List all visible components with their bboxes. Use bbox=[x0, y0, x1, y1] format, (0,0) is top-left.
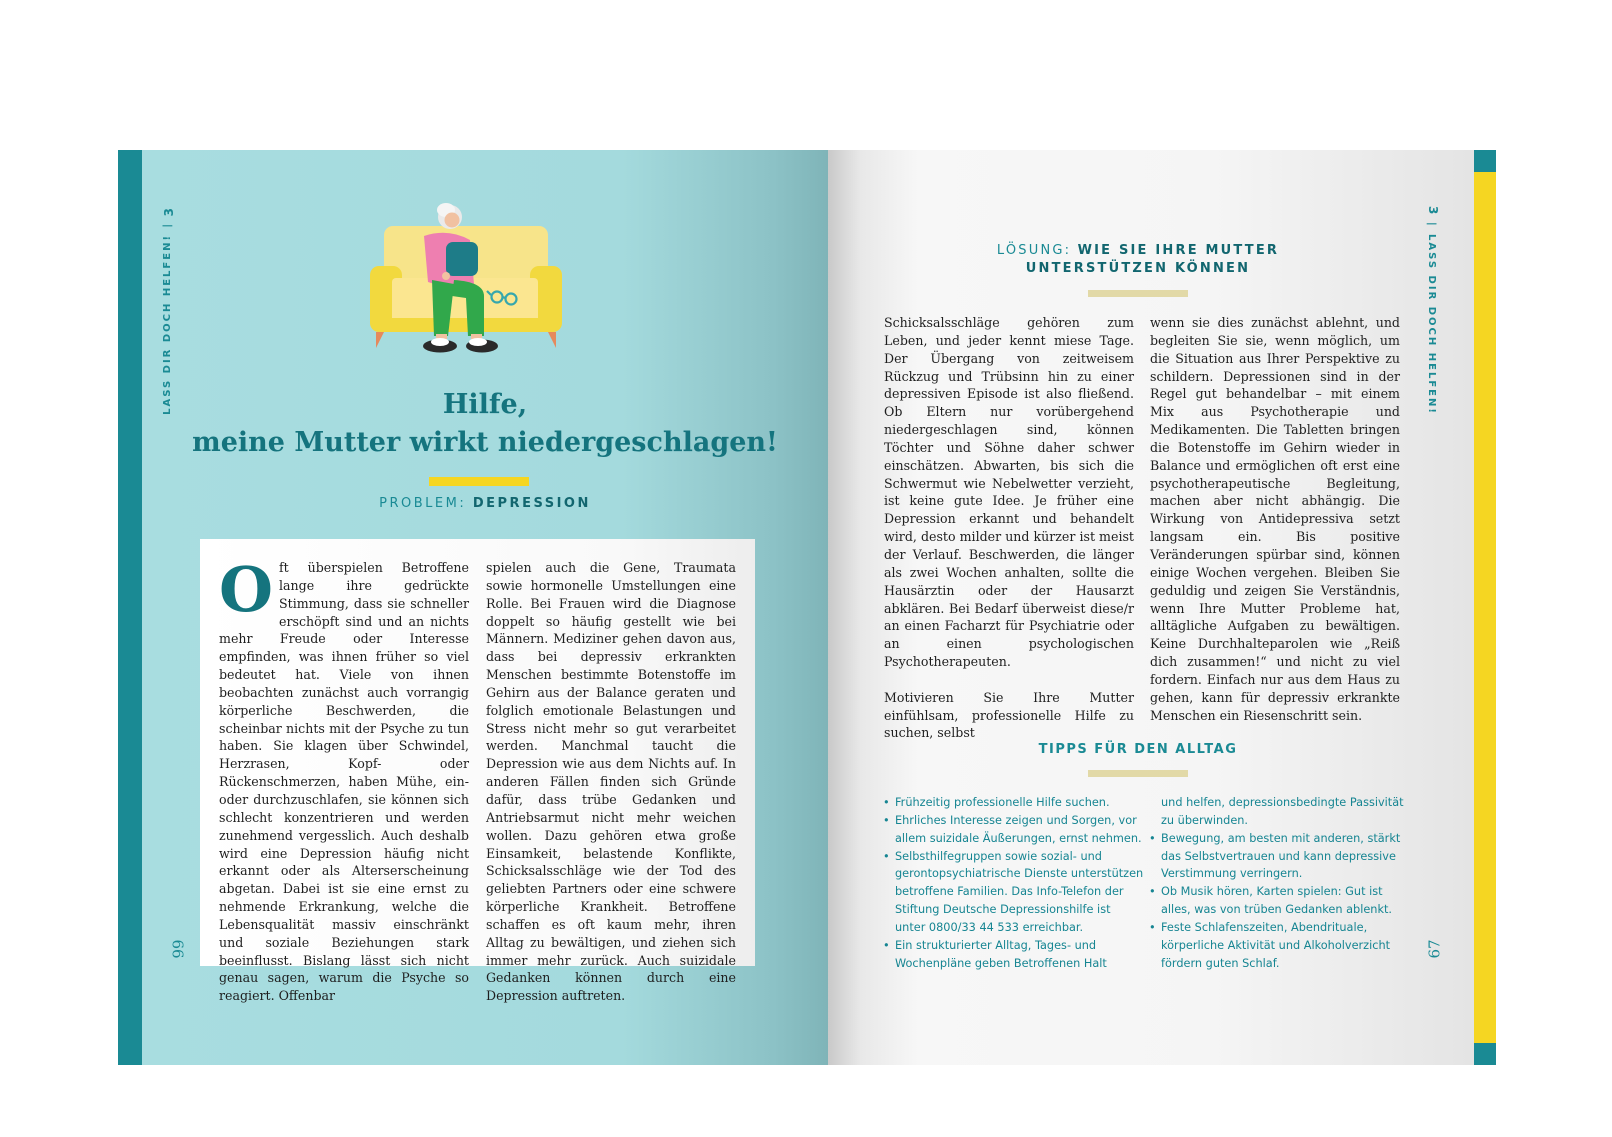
drop-cap: O bbox=[219, 553, 274, 626]
page-number-left: 66 bbox=[168, 939, 187, 959]
right-running-head bbox=[1426, 206, 1450, 418]
solution-paragraph-2: Motivieren Sie Ihre Mutter einfühlsam, professionelle Hilfe zu suchen, selbst bbox=[884, 689, 1134, 741]
solution-column-1 bbox=[884, 314, 1134, 742]
solution-label-line-2: UNTERSTÜTZEN KÖNNEN bbox=[1025, 261, 1251, 276]
left-page bbox=[142, 150, 828, 1065]
woman-on-sofa-illustration bbox=[362, 200, 592, 365]
headline-line-2: meine Mutter wirkt niedergeschlagen! bbox=[192, 427, 778, 458]
solution-label-line-1: WIE SIE IHRE MUTTER bbox=[1077, 243, 1280, 258]
problem-column-1 bbox=[219, 553, 469, 1005]
headline-underline-bar bbox=[429, 477, 529, 486]
tip-item-continuation: und helfen, depressionsbedingte Passivität zu überwinden. bbox=[1161, 796, 1404, 827]
tip-item: • Ein strukturierter Alltag, Tages- und Wochenpläne geben Betroffenen Halt bbox=[882, 937, 1144, 973]
tip-item: • Ob Musik hören, Karten spielen: Gut ist alles, was von trüben Gedanken ablenkt. bbox=[1148, 883, 1410, 919]
right-cover-edge bbox=[1474, 150, 1496, 1065]
running-head-separator: | bbox=[162, 222, 173, 229]
left-cover-edge bbox=[118, 150, 142, 1065]
right-edge-cap-bottom bbox=[1474, 1043, 1496, 1065]
problem-label-prefix: PROBLEM: bbox=[379, 496, 473, 511]
right-edge-cap-top bbox=[1474, 150, 1496, 172]
problem-text-box bbox=[200, 539, 755, 1004]
solution-label bbox=[918, 242, 1358, 278]
tip-item: • Ehrliches Interesse zeigen und Sorgen, vor allem suizidale Äußerungen, ernst nehmen. bbox=[882, 812, 1144, 848]
problem-column-2: spielen auch die Gene, Traumata sowie hormonelle Umstellungen eine Rolle. Bei Frauen wird die Diagnose doppelt so häufig gestellt wie bei Männern. Mediziner gehen davon aus, dass bei depressiv erkrankten Menschen bestimmte Botenstoffe im Gehirn aus der Balance geraten und folglich emotionale Belastungen und Stress nicht mehr so gut verarbeitet werden. Manchmal taucht die Depression wie aus dem Nichts auf. In anderen Fällen finden sich Gründe dafür, dass trübe Gedanken und Antriebsarmut nicht mehr weichen wollen. Dazu gehören etwa große Einsamkeit, belastende Konflikte, Schicksalsschläge wie der Tod des geliebten Partners oder eine schwere körperliche Krankheit. Betroffene schaffen es oft kaum mehr, ihren Alltag zu bewältigen, und ziehen sich immer mehr zurück. Auch suizidale Gedanken können durch eine Depression auftreten. bbox=[486, 560, 736, 1004]
chapter-number: 3 bbox=[162, 206, 176, 217]
solution-paragraph-3: wenn sie dies zunächst ablehnt, und begleiten Sie sie, wenn möglich, um die Situation aus Ihrer Perspektive zu schildern. Depressionen sind in der Regel gut behandelbar – mit einem Mix aus Psychotherapie und Medikamenten. Die Tabletten bringen die Botenstoffe im Gehirn wieder in Balance und ermöglichen oft erst eine psychotherapeutische Begleitung, machen aber nicht abhängig. Die Wirkung von Antidepressiva setzt langsam ein. Bis positive Veränderungen spürbar sind, können einige Wochen vergehen. Bleiben Sie geduldig und zeigen Sie Verständnis, wenn Ihre Mutter Probleme hat, alltägliche Aufgaben zu bewältigen. Keine Durchhalteparolen wie „Reiß dich zusammen!“ und nicht zu viel fordern. Einfach nur aus dem Haus zu gehen, kann für depressiv erkrankte Menschen ein Riesenschritt sein. bbox=[1150, 315, 1400, 723]
headline-line-1: Hilfe, bbox=[442, 389, 528, 420]
book-spread bbox=[118, 150, 1496, 1065]
tip-item: • Selbsthilfegruppen sowie sozial- und gerontopsychiatrische Dienste unterstützen betroffene Familien. Das Info-Telefon der Stiftung Deutsche Depressionshilfe ist unter 0800/33 44 533 erreichbar. bbox=[882, 848, 1144, 937]
problem-column-1-text: ft überspielen Betroffene lange ihre gedrückte Stimmung, dass sie schneller erschöpft sind und an nichts mehr Freude oder Interesse empfinden, was ihnen früher so viel bedeutet hat. Viele von ihnen beobachten zunächst auch vorrangig körperliche Beschwerden, die scheinbar nichts mit der Psyche zu tun haben. Sie klagen über Schwindel, Herzrasen, Kopf- oder Rückenschmerzen, haben Mühe, ein- oder durchzuschlafen, sie können sich schlecht konzentrieren und werden zunehmend vergesslich. Auch deshalb wird eine Depression häufig nicht erkannt oder als Alterserscheinung abgetan. Dabei ist sie eine ernst zu nehmende Erkrankung, welche die Lebensqualität massiv einschränkt und soziale Beziehungen stark beeinflusst. Bislang lässt sich nicht genau sagen, warum die Psyche so reagiert. Offenbar bbox=[219, 560, 469, 1004]
page-number-right: 67 bbox=[1425, 939, 1444, 959]
running-head-separator: | bbox=[1426, 222, 1437, 229]
tip-item: • Frühzeitig professionelle Hilfe suchen. bbox=[882, 794, 1144, 812]
page-headline bbox=[142, 386, 828, 462]
tip-item: • Bewegung, am besten mit anderen, stärkt das Selbstvertrauen und kann depressive Verstimmung verringern. bbox=[1148, 830, 1410, 884]
solution-underline-bar bbox=[1088, 290, 1188, 297]
tips-list-column-2 bbox=[1148, 794, 1410, 972]
running-head-text: LASS DIR DOCH HELFEN! bbox=[1426, 234, 1437, 415]
problem-label-topic: DEPRESSION bbox=[472, 496, 591, 511]
chapter-number: 3 bbox=[1426, 206, 1440, 217]
tips-underline-bar bbox=[1088, 770, 1188, 777]
problem-label bbox=[142, 496, 828, 511]
tip-item: • Feste Schlafenszeiten, Abendrituale, körperliche Aktivität und Alkoholverzicht fördern guten Schlaf. bbox=[1148, 919, 1410, 973]
solution-label-prefix: LÖSUNG: bbox=[996, 243, 1078, 258]
running-head-text: LASS DIR DOCH HELFEN! bbox=[162, 234, 173, 415]
tips-list-column-1 bbox=[882, 794, 1144, 972]
solution-column-2 bbox=[1150, 314, 1400, 724]
right-page bbox=[828, 150, 1474, 1065]
tips-title: TIPPS FÜR DEN ALLTAG bbox=[1038, 742, 1238, 757]
solution-paragraph-1: Schicksalsschläge gehören zum Leben, und jeder kennt miese Tage. Der Übergang von zeitweisem Rückzug und Trübsinn hin zu einer depressiven Episode ist also fließend. Ob Eltern nur vorübergehend niedergeschlagen sind, können Töchter und Söhne daher schwer einschätzen. Abwarten, bis sich die Schwermut wie Nebelwetter verzieht, ist keine gute Idee. Je früher eine Depression erkannt und behandelt wird, desto milder und kürzer ist meist der Verlauf. Beschwerden, die länger als zwei Wochen anhalten, sollte die Hausärztin oder der Hausarzt abklären. Bei Bedarf überweist diese/r an einen Facharzt für Psychiatrie oder an einen psychologischen Psychotherapeuten. bbox=[884, 315, 1134, 670]
